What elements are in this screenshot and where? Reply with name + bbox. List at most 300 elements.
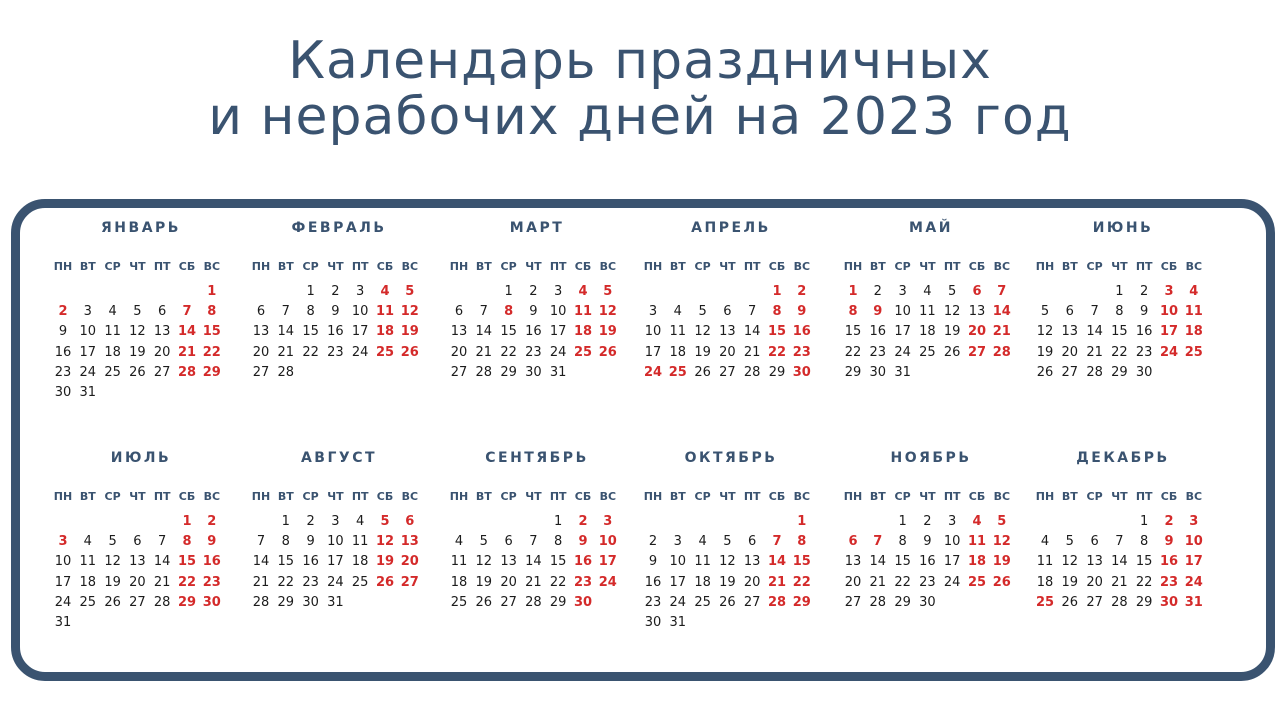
holiday-day: 21 (177, 344, 197, 360)
holiday-day: 18 (573, 324, 593, 340)
holiday-day: 2 (1164, 514, 1174, 529)
work-day: 1 (1115, 284, 1124, 299)
holiday-day: 20 (400, 554, 419, 570)
weekday-label: СР (104, 260, 121, 273)
holiday-day: 3 (58, 534, 68, 550)
weekday-label: ВС (203, 260, 221, 273)
holiday-day: 19 (375, 554, 395, 570)
holiday-day: 2 (578, 514, 588, 529)
work-day: 21 (869, 574, 887, 590)
holiday-day: 30 (792, 364, 811, 380)
holiday-day: 25 (375, 344, 395, 360)
holiday-day: 7 (873, 534, 883, 550)
work-day: 10 (943, 534, 961, 550)
weekday-label: ВТ (1061, 260, 1078, 273)
work-day: 16 (302, 554, 319, 570)
work-day: 28 (525, 594, 542, 610)
work-day: 20 (500, 574, 517, 590)
work-day: 24 (79, 364, 97, 380)
holiday-day: 10 (598, 534, 617, 550)
holiday-day: 8 (182, 534, 192, 550)
weekday-label: ПТ (743, 490, 761, 503)
holiday-day: 11 (1184, 304, 1203, 320)
month-block (248, 450, 430, 640)
work-day: 7 (1090, 304, 1099, 320)
holiday-day: 13 (400, 534, 419, 550)
work-day: 21 (475, 344, 493, 360)
work-day: 9 (923, 534, 932, 550)
month-name: НОЯБРЬ (890, 450, 972, 466)
holiday-day: 23 (202, 574, 221, 590)
work-day: 10 (327, 534, 344, 550)
weekday-label: ВС (1185, 490, 1203, 503)
weekday-label: ВС (599, 490, 617, 503)
month-name: ЯНВАРЬ (101, 220, 181, 236)
page-title-line-1: Календарь праздничных (288, 31, 992, 91)
holiday-day: 18 (967, 554, 987, 570)
weekday-header (50, 490, 232, 506)
month-name: ДЕКАБРЬ (1076, 450, 1170, 466)
weekday-label: ЧТ (719, 490, 736, 503)
work-day: 11 (351, 534, 369, 550)
work-day: 26 (719, 594, 736, 610)
weekday-label: СБ (968, 260, 986, 273)
work-day: 13 (129, 554, 146, 570)
weekday-label: ВТ (79, 260, 96, 273)
work-day: 30 (644, 615, 662, 630)
work-day: 12 (719, 554, 736, 570)
work-day: 13 (450, 324, 468, 340)
work-day: 29 (844, 364, 862, 380)
holiday-day: 14 (992, 304, 1011, 320)
holiday-day: 19 (598, 324, 617, 340)
work-day: 15 (844, 324, 862, 340)
work-day: 17 (549, 324, 567, 340)
work-day: 15 (302, 324, 319, 340)
weekday-label: ПН (1035, 260, 1055, 273)
work-day: 23 (54, 364, 72, 380)
work-day: 5 (108, 534, 117, 550)
work-day: 24 (54, 594, 72, 610)
holiday-day: 15 (177, 554, 197, 570)
holiday-day: 9 (873, 304, 883, 320)
work-day: 1 (504, 284, 513, 299)
work-day: 22 (844, 344, 862, 360)
work-day: 6 (1065, 304, 1074, 320)
weekday-label: СБ (768, 490, 786, 503)
work-day: 26 (475, 594, 493, 610)
work-day: 17 (79, 344, 97, 360)
work-day: 12 (475, 554, 493, 570)
weekday-label: ПТ (549, 260, 567, 273)
holiday-day: 5 (380, 514, 390, 529)
work-day: 17 (327, 554, 344, 570)
work-day: 25 (694, 594, 711, 610)
work-day: 27 (450, 364, 468, 380)
weekday-label: ЧТ (919, 490, 936, 503)
work-day: 1 (306, 284, 315, 299)
weekday-label: СР (1086, 260, 1103, 273)
holiday-day: 24 (598, 574, 617, 590)
work-day: 26 (1061, 594, 1079, 610)
work-day: 27 (1061, 364, 1079, 380)
work-day: 4 (83, 534, 92, 550)
work-day: 27 (153, 364, 171, 380)
month-block (840, 220, 1022, 410)
work-day: 9 (331, 304, 340, 320)
weekday-header (840, 260, 1022, 276)
work-day: 23 (327, 344, 344, 360)
work-day: 12 (104, 554, 121, 570)
work-day: 22 (277, 574, 295, 590)
holiday-day: 8 (772, 304, 782, 320)
month-name: МАЙ (909, 220, 953, 236)
work-day: 11 (104, 324, 121, 340)
work-day: 13 (1086, 554, 1103, 570)
weekday-label: СБ (178, 490, 196, 503)
holiday-day: 12 (992, 534, 1011, 550)
weekday-label: ПТ (743, 260, 761, 273)
work-day: 9 (529, 304, 538, 320)
weekday-label: ЧТ (1111, 490, 1128, 503)
holiday-day: 22 (202, 344, 221, 360)
work-day: 4 (1040, 534, 1050, 550)
work-day: 29 (1135, 594, 1153, 610)
work-day: 12 (943, 304, 961, 320)
work-day: 14 (475, 324, 493, 340)
work-day: 3 (673, 534, 682, 550)
holiday-day: 11 (573, 304, 593, 320)
weekday-header (840, 490, 1022, 506)
work-day: 6 (454, 304, 464, 320)
weekday-label: СБ (768, 260, 786, 273)
weekday-label: ПТ (153, 260, 171, 273)
work-day: 28 (475, 364, 493, 380)
work-day: 27 (844, 594, 862, 610)
weekday-header (248, 490, 430, 506)
month-name: ФЕВРАЛЬ (291, 220, 387, 236)
work-day: 6 (723, 304, 732, 320)
month-name: ИЮЛЬ (110, 450, 172, 466)
month-name: ОКТЯБРЬ (684, 450, 778, 466)
work-day: 22 (549, 574, 567, 590)
holiday-day: 25 (573, 344, 593, 360)
holiday-day: 30 (1159, 594, 1179, 610)
weekday-label: ПТ (1135, 490, 1153, 503)
work-day: 30 (302, 594, 319, 610)
work-day: 6 (504, 534, 513, 550)
month-name: МАРТ (509, 220, 565, 236)
work-day: 26 (129, 364, 146, 380)
weekday-label: ЧТ (129, 260, 146, 273)
work-day: 31 (54, 615, 72, 630)
weekday-label: СР (694, 260, 711, 273)
holiday-day: 20 (967, 324, 987, 340)
work-day: 17 (943, 554, 961, 570)
work-day: 6 (158, 304, 167, 320)
weekday-label: ЧТ (1111, 260, 1128, 273)
weekday-label: ПН (449, 260, 469, 273)
work-day: 2 (331, 284, 340, 299)
work-day: 25 (919, 344, 936, 360)
month-block (446, 220, 628, 410)
work-day: 21 (1086, 344, 1103, 360)
work-day: 14 (1111, 554, 1128, 570)
work-day: 4 (698, 534, 707, 550)
holiday-day: 1 (207, 284, 217, 299)
weekday-label: ПН (1035, 490, 1055, 503)
weekday-label: ВТ (475, 260, 492, 273)
weekday-label: ЧТ (719, 260, 736, 273)
work-day: 13 (743, 554, 761, 570)
holiday-day: 24 (1184, 574, 1203, 590)
holiday-day: 16 (202, 554, 221, 570)
work-day: 20 (129, 574, 146, 590)
work-day: 29 (768, 364, 786, 380)
holiday-day: 4 (578, 284, 588, 299)
holiday-day: 23 (573, 574, 593, 590)
weekday-label: ВТ (1061, 490, 1078, 503)
month-name: АПРЕЛЬ (691, 220, 771, 236)
weekday-label: ВС (793, 260, 811, 273)
weekday-label: ЧТ (129, 490, 146, 503)
work-day: 20 (844, 574, 862, 590)
holiday-day: 14 (767, 554, 787, 570)
holiday-day: 23 (792, 344, 811, 360)
work-day: 1 (554, 514, 563, 529)
weekday-label: СБ (1160, 260, 1178, 273)
holiday-day: 22 (767, 344, 787, 360)
work-day: 19 (129, 344, 146, 360)
work-day: 28 (869, 594, 887, 610)
weekday-label: ВС (1185, 260, 1203, 273)
work-day: 17 (351, 324, 369, 340)
holiday-day: 7 (182, 304, 192, 320)
holiday-day: 17 (598, 554, 617, 570)
work-day: 28 (1111, 594, 1128, 610)
work-day: 29 (894, 594, 911, 610)
holiday-day: 12 (598, 304, 617, 320)
holiday-day: 1 (797, 514, 807, 529)
work-day: 27 (252, 364, 270, 380)
holiday-day: 21 (992, 324, 1011, 340)
work-day: 2 (529, 284, 538, 299)
work-day: 20 (1061, 344, 1079, 360)
holiday-day: 21 (767, 574, 787, 590)
work-day: 20 (450, 344, 468, 360)
work-day: 16 (919, 554, 936, 570)
work-day: 27 (743, 594, 761, 610)
holiday-day: 1 (772, 284, 782, 299)
work-day: 16 (644, 574, 662, 590)
weekday-label: ВТ (277, 260, 294, 273)
work-day: 28 (153, 594, 171, 610)
holiday-day: 28 (177, 364, 197, 380)
work-day: 11 (919, 304, 936, 320)
holiday-day: 8 (848, 304, 858, 320)
weekday-label: СБ (968, 490, 986, 503)
work-day: 21 (153, 574, 171, 590)
work-day: 28 (252, 594, 270, 610)
work-day: 17 (54, 574, 72, 590)
work-day: 25 (79, 594, 97, 610)
holiday-day: 6 (972, 284, 982, 299)
work-day: 31 (549, 364, 567, 380)
work-day: 10 (894, 304, 911, 320)
holiday-day: 22 (792, 574, 811, 590)
work-day: 18 (104, 344, 121, 360)
holiday-day: 5 (405, 284, 415, 299)
work-day: 23 (1135, 344, 1153, 360)
holiday-day: 11 (967, 534, 987, 550)
work-day: 30 (869, 364, 887, 380)
weekday-label: ПТ (351, 490, 369, 503)
work-day: 16 (525, 324, 542, 340)
holiday-day: 29 (177, 594, 197, 610)
holiday-day: 31 (1184, 594, 1203, 610)
month-name: ИЮНЬ (1092, 220, 1154, 236)
work-day: 3 (356, 284, 365, 299)
holiday-day: 2 (207, 514, 217, 529)
holiday-day: 5 (997, 514, 1007, 529)
holiday-day: 3 (603, 514, 613, 529)
weekday-label: ВТ (869, 260, 886, 273)
work-day: 28 (1086, 364, 1103, 380)
holiday-day: 26 (375, 574, 395, 590)
work-day: 22 (1111, 344, 1128, 360)
work-day: 4 (356, 514, 365, 529)
weekday-label: ПТ (1135, 260, 1153, 273)
work-day: 3 (648, 304, 658, 320)
work-day: 18 (351, 554, 369, 570)
work-day: 22 (894, 574, 911, 590)
work-day: 27 (129, 594, 146, 610)
weekday-header (1032, 490, 1214, 506)
holiday-day: 28 (992, 344, 1011, 360)
weekday-label: ВС (599, 260, 617, 273)
holiday-day: 26 (992, 574, 1011, 590)
work-day: 2 (306, 514, 315, 529)
work-day: 19 (719, 574, 736, 590)
work-day: 15 (894, 554, 911, 570)
work-day: 19 (943, 324, 961, 340)
work-day: 26 (943, 344, 961, 360)
work-day: 4 (108, 304, 117, 320)
work-day: 26 (1036, 364, 1054, 380)
work-day: 26 (694, 364, 711, 380)
weekday-label: ЧТ (525, 490, 542, 503)
work-day: 21 (1111, 574, 1128, 590)
weekday-label: ЧТ (919, 260, 936, 273)
holiday-day: 2 (58, 304, 68, 320)
work-day: 21 (743, 344, 761, 360)
holiday-day: 25 (1184, 344, 1203, 360)
weekday-header (248, 260, 430, 276)
work-day: 4 (923, 284, 932, 299)
work-day: 10 (54, 554, 72, 570)
work-day: 14 (869, 554, 887, 570)
work-day: 4 (673, 304, 682, 320)
work-day: 23 (919, 574, 936, 590)
work-day: 15 (549, 554, 567, 570)
work-day: 16 (327, 324, 344, 340)
work-day: 7 (256, 534, 266, 550)
work-day: 22 (302, 344, 319, 360)
work-day: 18 (1036, 574, 1054, 590)
work-day: 20 (153, 344, 171, 360)
work-day: 7 (1115, 534, 1124, 550)
work-day: 7 (529, 534, 538, 550)
holiday-day: 15 (767, 324, 787, 340)
work-day: 13 (968, 304, 986, 320)
work-day: 10 (549, 304, 567, 320)
work-day: 26 (104, 594, 121, 610)
weekday-label: ПН (643, 490, 663, 503)
work-day: 3 (948, 514, 957, 529)
work-day: 14 (252, 554, 270, 570)
work-day: 19 (104, 574, 121, 590)
weekday-label: ВТ (869, 490, 886, 503)
work-day: 24 (669, 594, 687, 610)
weekday-label: ПТ (153, 490, 171, 503)
work-day: 24 (894, 344, 911, 360)
holiday-day: 25 (668, 364, 687, 380)
month-block (840, 450, 1022, 640)
holiday-day: 1 (182, 514, 192, 529)
work-day: 16 (869, 324, 887, 340)
work-day: 14 (743, 324, 761, 340)
work-day: 19 (475, 574, 493, 590)
holiday-day: 8 (504, 304, 514, 320)
work-day: 12 (694, 324, 711, 340)
work-day: 18 (450, 574, 468, 590)
work-day: 7 (479, 304, 488, 320)
holiday-day: 27 (400, 574, 419, 590)
work-day: 27 (500, 594, 517, 610)
work-day: 5 (1040, 304, 1050, 320)
work-day: 20 (1086, 574, 1103, 590)
holiday-day: 11 (375, 304, 395, 320)
weekday-label: СБ (574, 490, 592, 503)
holiday-day: 3 (1164, 284, 1174, 299)
holiday-day: 4 (972, 514, 982, 529)
work-day: 14 (277, 324, 295, 340)
work-day: 3 (83, 304, 92, 320)
work-day: 29 (549, 594, 567, 610)
weekday-label: ПН (843, 490, 863, 503)
holiday-day: 29 (792, 594, 811, 610)
work-day: 11 (450, 554, 468, 570)
month-name: СЕНТЯБРЬ (485, 450, 589, 466)
work-day: 8 (1140, 534, 1149, 550)
work-day: 14 (525, 554, 542, 570)
month-block (50, 450, 232, 640)
work-day: 19 (694, 344, 711, 360)
weekday-label: ПН (843, 260, 863, 273)
holiday-day: 18 (375, 324, 395, 340)
work-day: 20 (252, 344, 270, 360)
work-day: 27 (1086, 594, 1103, 610)
work-day: 19 (1036, 344, 1054, 360)
weekday-label: ВТ (669, 260, 686, 273)
work-day: 6 (748, 534, 757, 550)
holiday-day: 26 (400, 344, 419, 360)
work-day: 12 (1061, 554, 1079, 570)
holiday-day: 25 (1035, 594, 1055, 610)
work-day: 10 (644, 324, 662, 340)
work-day: 1 (1140, 514, 1149, 529)
work-day: 12 (1036, 324, 1054, 340)
